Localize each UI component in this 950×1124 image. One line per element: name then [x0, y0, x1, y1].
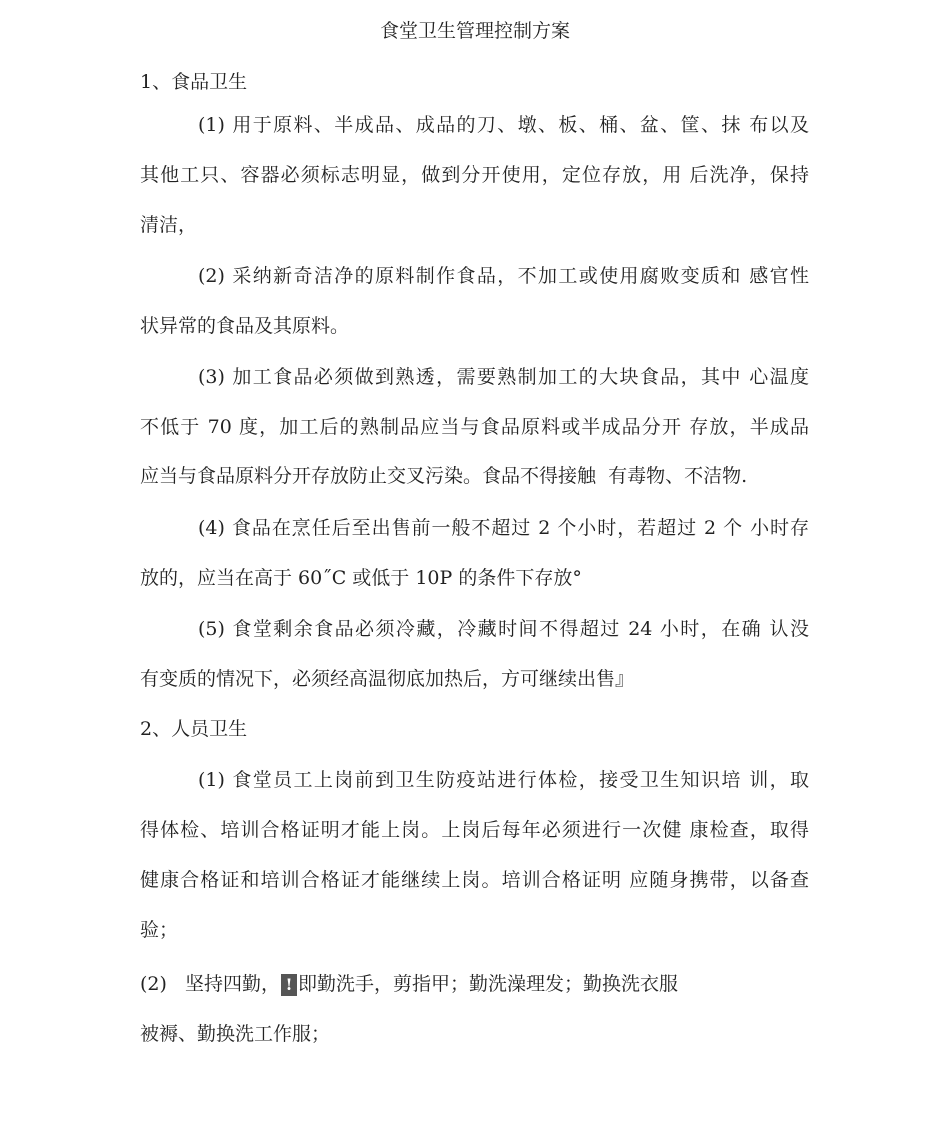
- paragraph-line: 应当与食品原料分开存放防止交叉污染。食品不得接触 有毒物、不洁物.: [140, 465, 748, 487]
- paragraph-line-with-mark: [140, 971, 678, 997]
- paragraph-line: 有变质的情况下，必须经高温彻底加热后，方可继续出售』: [140, 668, 635, 690]
- paragraph-line: 不低于 70 度，加工后的熟制品应当与食品原料或半成品分开 存放，半成品: [140, 416, 809, 438]
- paragraph-line: 清洁，: [140, 214, 198, 236]
- paragraph-line: 验；: [140, 919, 179, 941]
- paragraph-line: (2) 采纳新奇洁净的原料制作食品，不加工或使用腐败变质和 感官性: [198, 265, 809, 287]
- line-text-after: 即勤洗手，剪指甲；勤洗澡理发；勤换洗衣服: [298, 973, 679, 995]
- section-heading-food-hygiene: 1、食品卫生: [140, 71, 248, 93]
- paragraph-line: 其他工只、容器必须标志明显，做到分开使用，定位存放，用 后洗净，保持: [140, 164, 809, 186]
- paragraph-line: 状异常的食品及其原料。: [140, 315, 350, 337]
- paragraph-line: (3) 加工食品必须做到熟透，需要熟制加工的大块食品，其中 心温度: [198, 366, 809, 388]
- paragraph-line: (4) 食品在烹任后至出售前一般不超过 2 个小时，若超过 2 个 小时存: [198, 517, 809, 539]
- highlight-mark-icon: !: [281, 974, 297, 996]
- paragraph-line: 放的，应当在高于 60˝C 或低于 10P 的条件下存放°: [140, 567, 582, 589]
- section-heading-staff-hygiene: 2、人员卫生: [140, 718, 248, 740]
- paragraph-line: 健康合格证和培训合格证才能继续上岗。培训合格证明 应随身携带，以备查: [140, 869, 809, 891]
- paragraph-line: (1) 食堂员工上岗前到卫生防疫站进行体检，接受卫生知识培 训，取: [198, 769, 809, 791]
- document-title: 食堂卫生管理控制方案: [379, 20, 570, 42]
- paragraph-line: (1) 用于原料、半成品、成品的刀、墩、板、桶、盆、筐、抹 布以及: [198, 114, 809, 136]
- line-text-before: (2) 坚持四勤，: [140, 973, 281, 995]
- paragraph-line: 得体检、培训合格证明才能上岗。上岗后每年必须进行一次健 康检查，取得: [140, 819, 809, 841]
- paragraph-line: 被褥、勤换洗工作服；: [140, 1023, 331, 1045]
- paragraph-line: (5) 食堂剩余食品必须冷藏，冷藏时间不得超过 24 小时，在确 认没: [198, 618, 809, 640]
